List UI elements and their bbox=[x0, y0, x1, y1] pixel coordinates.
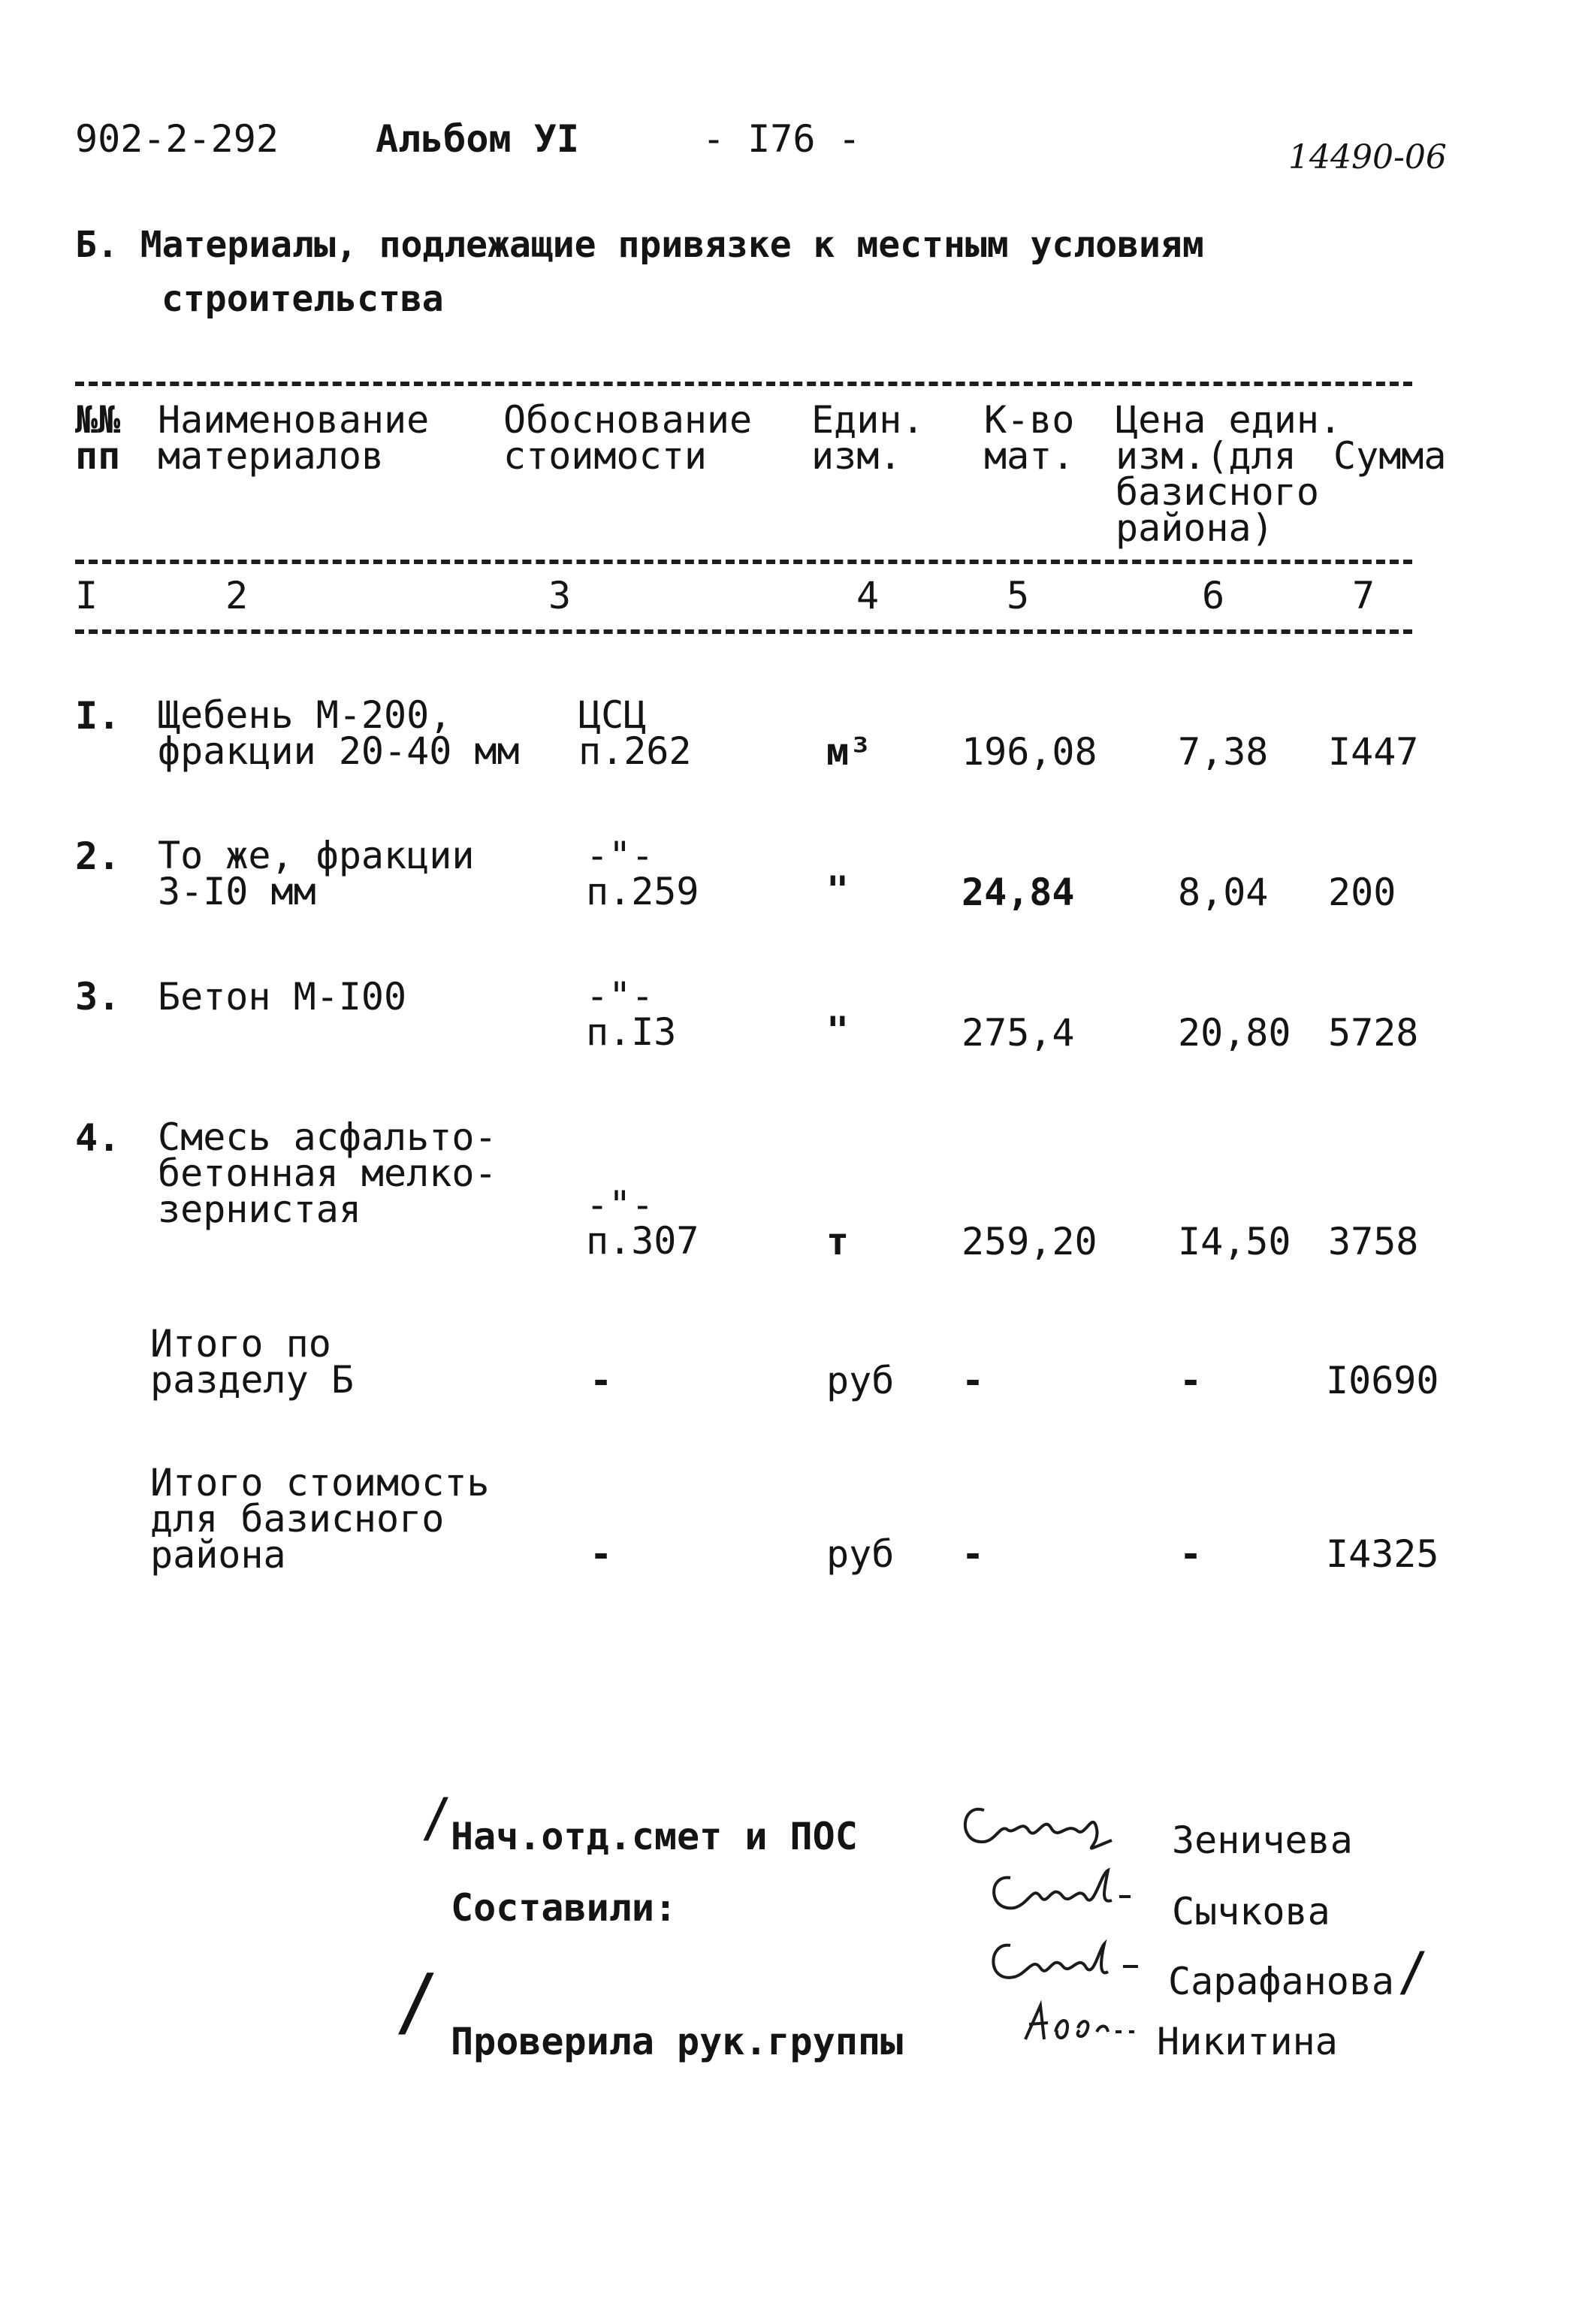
row-basis: -"- п.259 bbox=[586, 834, 699, 913]
row-price: I4,50 bbox=[1178, 1220, 1291, 1263]
total-qty: - bbox=[962, 1359, 985, 1402]
row-unit: т bbox=[826, 1220, 850, 1263]
row-number: I. bbox=[75, 694, 121, 738]
row-sum: I447 bbox=[1328, 730, 1419, 774]
signature-compiled-1 bbox=[980, 1859, 1146, 1927]
page-number: - I76 - bbox=[702, 117, 861, 161]
signature-head bbox=[954, 1795, 1127, 1863]
header-col-unit: Един. изм. bbox=[811, 398, 925, 478]
row-sum: 5728 bbox=[1328, 1011, 1419, 1055]
row-sum: 3758 bbox=[1328, 1220, 1419, 1263]
checked-label: Проверила рук.группы bbox=[451, 2020, 904, 2063]
colnum-3: 3 bbox=[548, 574, 572, 617]
header-col-basis: Обоснование стоимости bbox=[503, 398, 753, 478]
colnum-7: 7 bbox=[1352, 574, 1375, 617]
row-price: 7,38 bbox=[1178, 730, 1269, 774]
compiled-name-1: Сычкова bbox=[1172, 1890, 1330, 1933]
head-label: Нач.отд.смет и ПОС bbox=[451, 1815, 858, 1858]
row-qty: 24,84 bbox=[962, 871, 1075, 914]
row-unit: " bbox=[826, 1009, 850, 1052]
colnum-5: 5 bbox=[1007, 574, 1030, 617]
section-title-line2: строительства bbox=[162, 278, 444, 320]
row-basis: ЦСЦ п.262 bbox=[578, 693, 692, 773]
header-col-no: №№ пп bbox=[75, 398, 121, 478]
doc-code: 902-2-292 bbox=[75, 117, 279, 161]
total-label: Итого по разделу Б bbox=[150, 1322, 354, 1402]
signature-compiled-2 bbox=[980, 1930, 1153, 1998]
row-price: 8,04 bbox=[1178, 871, 1269, 914]
signature-checked bbox=[1010, 1994, 1153, 2054]
row-material-name: Бетон М-I00 bbox=[158, 975, 407, 1019]
total-price: - bbox=[1179, 1359, 1203, 1402]
row-material-name: Щебень М-200, фракции 20-40 мм bbox=[158, 693, 520, 773]
total-basis: - bbox=[590, 1532, 613, 1576]
colnum-4: 4 bbox=[856, 574, 880, 617]
slash-mark: / bbox=[1397, 1941, 1430, 2003]
row-material-name: То же, фракции 3-I0 мм bbox=[158, 834, 475, 913]
total-unit: руб bbox=[826, 1359, 895, 1402]
section-title-line1: Б. Материалы, подлежащие привязке к местным условиям bbox=[75, 224, 1204, 266]
table-top-rule bbox=[75, 382, 1412, 386]
compiled-label: Составили: bbox=[451, 1886, 678, 1930]
row-unit: м³ bbox=[826, 730, 872, 774]
compiled-name-2: Сарафанова bbox=[1168, 1960, 1395, 2003]
row-qty: 275,4 bbox=[962, 1011, 1075, 1055]
archive-number: 14490-06 bbox=[1288, 138, 1447, 177]
row-number: 3. bbox=[75, 975, 121, 1019]
row-qty: 259,20 bbox=[962, 1220, 1097, 1263]
header-col-qty: К-во мат. bbox=[984, 398, 1075, 478]
row-number: 4. bbox=[75, 1116, 121, 1160]
slash-mark: / bbox=[421, 1787, 453, 1849]
total-price: - bbox=[1179, 1532, 1203, 1576]
head-name: Зеничева bbox=[1172, 1818, 1353, 1862]
table-colnum-rule bbox=[75, 629, 1412, 634]
row-number: 2. bbox=[75, 835, 121, 878]
total-sum: I4325 bbox=[1326, 1532, 1439, 1576]
header-col-name: Наименование материалов bbox=[158, 398, 430, 478]
slash-mark: / bbox=[394, 1957, 440, 2045]
album-label: Альбом УI bbox=[376, 117, 579, 161]
row-material-name: Смесь асфальто- бетонная мелко- зернистая bbox=[158, 1115, 497, 1231]
header-col-price: Цена един. изм.(для базисного района) bbox=[1116, 398, 1342, 550]
total-sum: I0690 bbox=[1326, 1359, 1439, 1402]
checked-name: Никитина bbox=[1157, 2020, 1338, 2063]
row-unit: " bbox=[826, 868, 850, 912]
table-header-rule bbox=[75, 560, 1412, 564]
total-unit: руб bbox=[826, 1532, 895, 1576]
header-col-sum: Сумма bbox=[1333, 434, 1447, 478]
row-basis: -"- п.307 bbox=[586, 1183, 699, 1263]
row-price: 20,80 bbox=[1178, 1011, 1291, 1055]
row-sum: 200 bbox=[1328, 871, 1396, 914]
total-qty: - bbox=[962, 1532, 985, 1576]
row-qty: 196,08 bbox=[962, 730, 1097, 774]
row-basis: -"- п.I3 bbox=[586, 974, 677, 1054]
total-basis: - bbox=[590, 1359, 613, 1402]
total-label: Итого стоимость для базисного района bbox=[150, 1461, 490, 1577]
colnum-1: I bbox=[75, 574, 98, 617]
colnum-2: 2 bbox=[225, 574, 249, 617]
colnum-6: 6 bbox=[1202, 574, 1225, 617]
